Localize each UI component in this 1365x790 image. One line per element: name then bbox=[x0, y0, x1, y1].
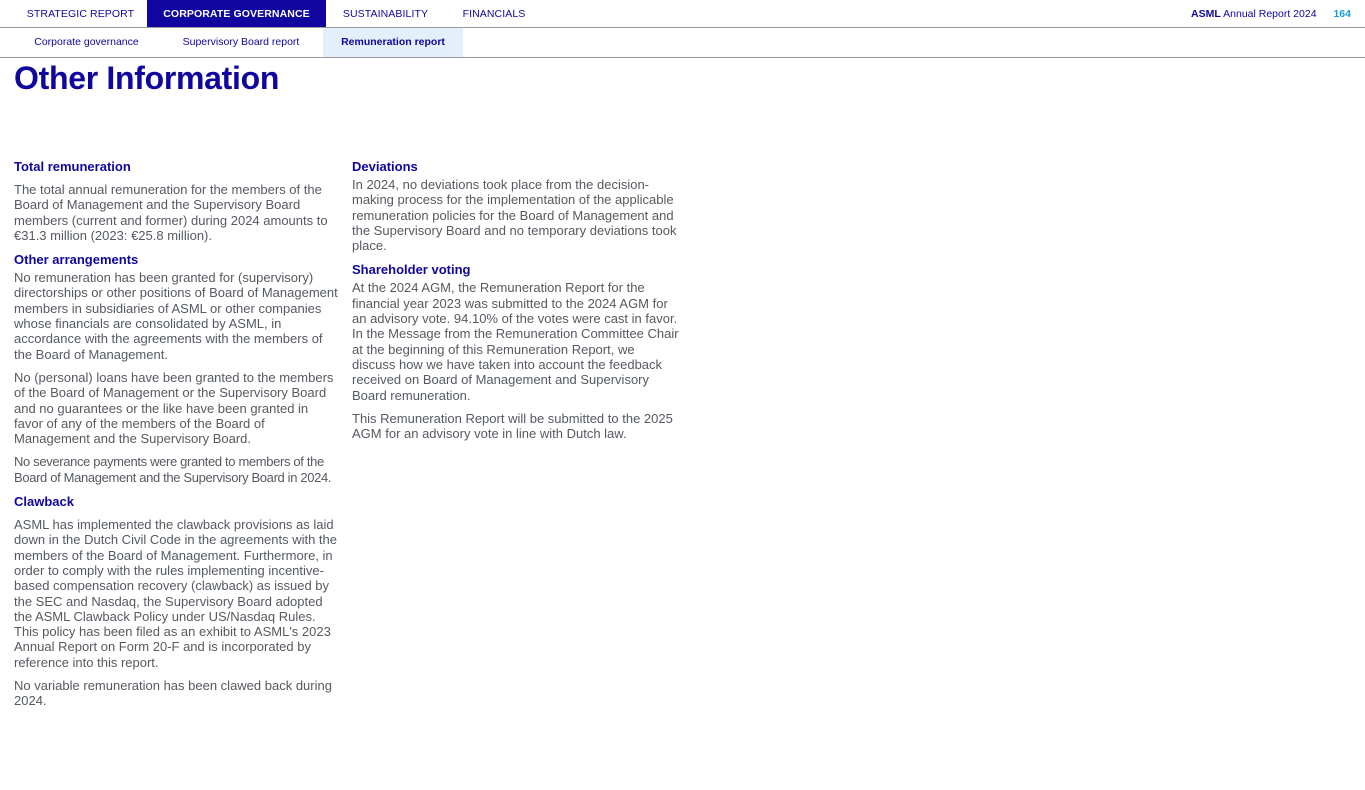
subtab-supervisory-board-report[interactable]: Supervisory Board report bbox=[182, 36, 300, 48]
shareholder-voting-text-1: At the 2024 AGM, the Remuneration Report for the financial year 2023 was submitted to the 2024 AGM for an advisory vote. 94.10% of the votes were cast in favor. In the Message from the Remuneration Committee Chair at the beginning of this Remuneration Report, we discuss how we have taken into account the feedback received on Board of Management and Supervisory Board remuneration. bbox=[352, 280, 679, 403]
left-column bbox=[14, 156, 340, 717]
shareholder-voting-text-2: This Remuneration Report will be submitted to the 2025 AGM for an advisory vote in line with Dutch law. bbox=[352, 410, 673, 442]
subtab-corporate-governance[interactable]: Corporate governance bbox=[34, 36, 139, 48]
deviations-text: In 2024, no deviations took place from the decision-making process for the implementation of the applicable remuneration policies for the Board of Management and the Supervisory Board and no temporary deviations took place. bbox=[352, 177, 677, 254]
page-number: 164 bbox=[1333, 8, 1351, 20]
sub-navigation bbox=[0, 28, 1365, 58]
clawback-heading: Clawback bbox=[14, 494, 74, 510]
clawback-text-1: ASML has implemented the clawback provisions as laid down in the Dutch Civil Code in the agreements with the members of the Board of Management. Furthermore, in order to comply with the rules implementing incentive-based compensation recovery (clawback) as issued by the SEC and Nasdaq, the Supervisory Board adopted the ASML Clawback Policy under US/Nasdaq Rules. This policy has been filed as an exhibit to ASML's 2023 Annual Report on Form 20-F and is incorporated by reference into this report. bbox=[14, 517, 338, 670]
clawback-text-2: No variable remuneration has been clawed back during 2024. bbox=[14, 678, 332, 709]
other-arrangements-text-3: No severance payments were granted to members of the Board of Management and the Supervisory Board in 2024. bbox=[14, 454, 332, 485]
other-arrangements-text-2: No (personal) loans have been granted to the members of the Board of Management or the Supervisory Board and no guarantees or the like have been granted in favor of any of the members of the Board of Management and the Supervisory Board. bbox=[14, 369, 334, 447]
tab-financials[interactable]: FINANCIALS bbox=[462, 8, 526, 20]
report-title: Annual Report 2024 bbox=[1223, 8, 1317, 20]
deviations-heading: Deviations bbox=[352, 159, 418, 174]
tab-sustainability[interactable]: SUSTAINABILITY bbox=[342, 8, 429, 20]
tab-corporate-governance[interactable]: CORPORATE GOVERNANCE bbox=[147, 0, 326, 27]
tab-strategic-report[interactable]: STRATEGIC REPORT bbox=[26, 8, 135, 20]
other-arrangements-text-1: No remuneration has been granted for (supervisory) directorships or other positions of Board of Management members in subsidiaries of ASML or other companies whose financials are consolidated by ASML, in accordance with the agreements with the members of the Board of Management. bbox=[14, 270, 338, 362]
brand-logo-text: ASML bbox=[1191, 8, 1221, 20]
top-navigation bbox=[0, 0, 1365, 28]
right-column bbox=[352, 156, 680, 449]
shareholder-voting-heading: Shareholder voting bbox=[352, 262, 471, 278]
page-title: Other Information bbox=[14, 60, 280, 96]
subtab-remuneration-report[interactable]: Remuneration report bbox=[323, 28, 463, 57]
total-remuneration-heading: Total remuneration bbox=[14, 159, 131, 174]
total-remuneration-text: The total annual remuneration for the members of the Board of Management and the Supervisory Board members (current and former) during 2024 amounts to €31.3 million (2023: €25.8 million). bbox=[14, 182, 328, 243]
other-arrangements-heading: Other arrangements bbox=[14, 252, 139, 268]
report-branding bbox=[1191, 0, 1351, 27]
